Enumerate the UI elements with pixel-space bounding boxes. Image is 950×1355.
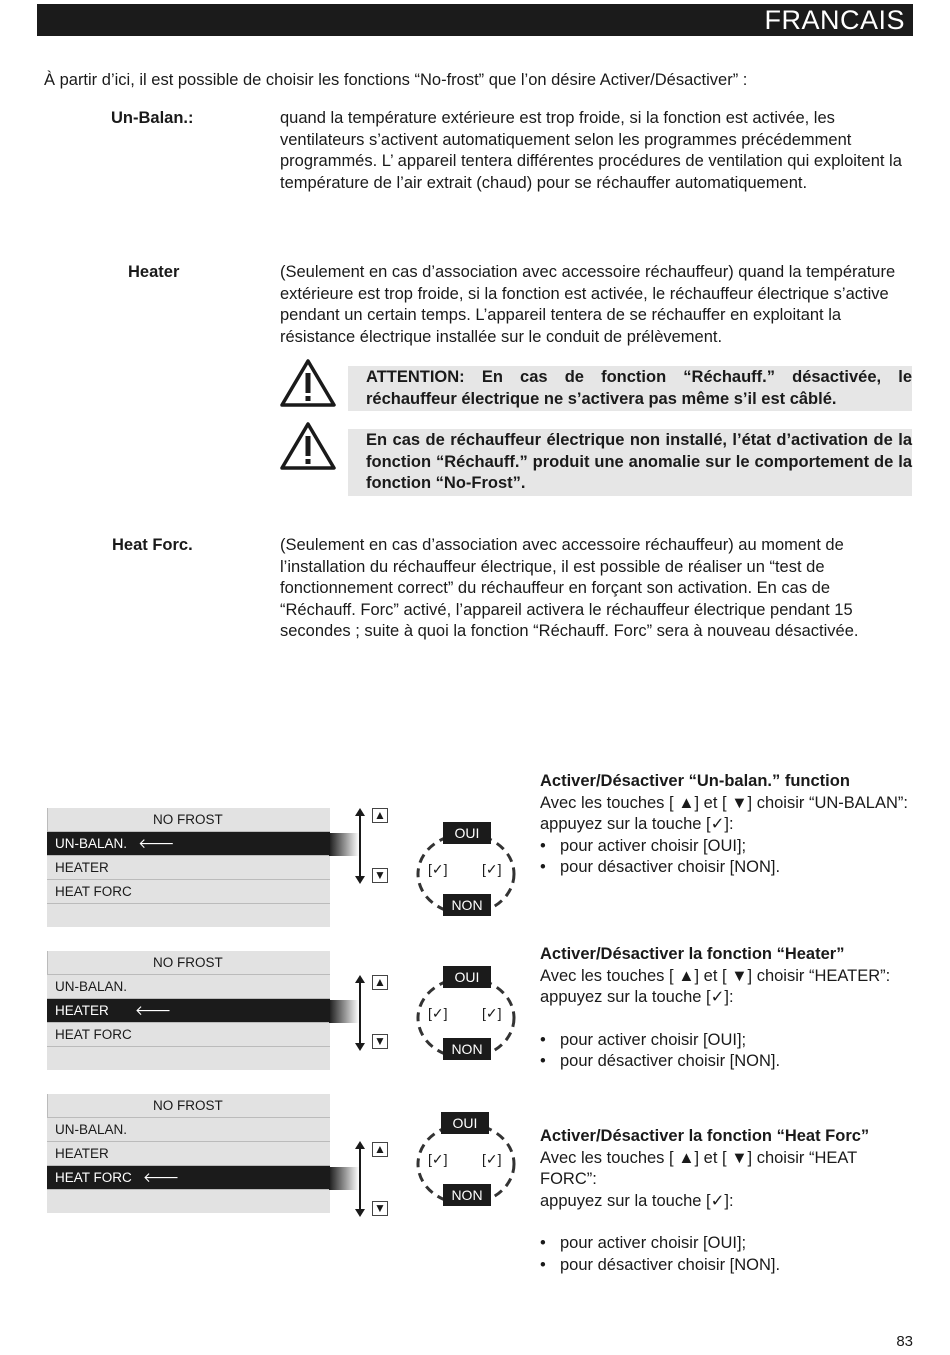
term-heatforc-text: (Seulement en cas d’association avec accessoire réchauffeur) au moment de l’installation du réchauffeur électrique, il est possible de réaliser un “test de fonctionnement correct” du réchauffeur en forçant son activation. En cas de “Réchauff. Forc” activé, l’appareil activera le réchauffeur électrique pendant 15 secondes ; suite à quoi la fonction “Réchauff. Forc” sera à nouveau désactivée. xyxy=(280,536,859,640)
up-key-icon[interactable]: ▲ xyxy=(374,975,386,989)
bullet-off: • pour désactiver choisir [NON]. xyxy=(540,1255,910,1277)
check-key-right[interactable]: [✓] xyxy=(482,1005,502,1021)
up-down-arrow-icon xyxy=(353,975,367,1051)
procedure-line: appuyez sur la touche [✓]: xyxy=(540,988,734,1006)
procedure-line: Avec les touches [ ▲] et [ ▼] choisir “HEAT FORC”: xyxy=(540,1148,857,1188)
yes-button[interactable]: OUI xyxy=(443,966,491,988)
up-down-arrow-icon xyxy=(353,1141,367,1217)
term-heater-label: Heater xyxy=(128,263,180,281)
check-key-right[interactable]: [✓] xyxy=(482,1151,502,1167)
procedure-heater xyxy=(540,944,910,1073)
lcd-row-heatforc[interactable]: HEAT FORC xyxy=(47,879,330,903)
cursor-arrow-icon: 🡐 xyxy=(138,836,175,851)
procedure-unbalan xyxy=(540,771,910,879)
lcd-row-heatforc[interactable]: HEAT FORC xyxy=(47,1022,330,1046)
procedure-heatforc xyxy=(540,1126,910,1276)
yes-button[interactable]: OUI xyxy=(443,822,491,844)
warning-box-1: ATTENTION: En cas de fonction “Réchauff.” désactivée, le réchauffeur électrique ne s’activera pas même s’il est câblé. xyxy=(348,366,912,411)
lcd-menu-2 xyxy=(47,951,330,1070)
intro-text: À partir d’ici, il est possible de choisir les fonctions “No-frost” que l’on désire Activer/Désactiver” : xyxy=(44,71,748,89)
term-unbalan-text: quand la température extérieure est trop froide, si la fonction est activée, les ventilateurs s’activent automatiquement selon les programmes précédemment programmés. L’ appareil tentera différentes procédures de ventilation qui exploitent la température de l’air extrait (chaud) pour se réchauffer automatiquement. xyxy=(280,109,902,192)
lcd-header: NO FROST xyxy=(47,951,330,974)
lcd-row-unbalan[interactable]: UN-BALAN. 🡐 xyxy=(47,831,330,855)
lcd-header: NO FROST xyxy=(47,1094,330,1117)
page-title: FRANCAIS xyxy=(764,5,905,35)
term-heatforc-label: Heat Forc. xyxy=(112,536,193,554)
check-key-left[interactable]: [✓] xyxy=(428,861,448,877)
down-key-icon[interactable]: ▼ xyxy=(374,1201,386,1215)
check-key-right[interactable]: [✓] xyxy=(482,861,502,877)
page-number: 83 xyxy=(896,1333,913,1350)
check-key-left[interactable]: [✓] xyxy=(428,1151,448,1167)
lcd-row-heater[interactable]: HEATER xyxy=(47,855,330,879)
no-button[interactable]: NON xyxy=(443,1038,491,1060)
lcd-row-heatforc[interactable]: HEAT FORC 🡐 xyxy=(47,1165,330,1189)
lcd-row-empty xyxy=(47,1189,330,1213)
down-key-icon[interactable]: ▼ xyxy=(374,1034,386,1048)
term-heater-text: (Seulement en cas d’association avec accessoire réchauffeur) quand la température extérieure est trop froide, si la fonction est activée, le réchauffeur électrique s’active pendant un certain temps. L’appareil tentera de se réchauffer en exploitant la résistance électrique installée sur le conduit de prélèvement. xyxy=(280,263,896,346)
lcd-row-empty xyxy=(47,1046,330,1070)
bullet-on: • pour activer choisir [OUI]; xyxy=(540,1030,910,1052)
bullet-off: • pour désactiver choisir [NON]. xyxy=(540,1051,910,1073)
no-button[interactable]: NON xyxy=(443,1184,491,1206)
procedure-title: Activer/Désactiver “Un-balan.” function xyxy=(540,772,850,790)
up-key-icon[interactable]: ▲ xyxy=(374,808,386,822)
bullet-on: • pour activer choisir [OUI]; xyxy=(540,836,910,858)
lcd-row-empty xyxy=(47,903,330,927)
lcd-row-heater[interactable]: HEATER 🡐 xyxy=(47,998,330,1022)
yes-button[interactable]: OUI xyxy=(441,1112,489,1134)
up-down-arrow-icon xyxy=(353,808,367,884)
warning-icon xyxy=(280,421,336,471)
down-key-icon[interactable]: ▼ xyxy=(374,868,386,882)
lcd-row-unbalan[interactable]: UN-BALAN. xyxy=(47,974,330,998)
bullet-on: • pour activer choisir [OUI]; xyxy=(540,1233,910,1255)
no-button[interactable]: NON xyxy=(443,894,491,916)
procedure-line: appuyez sur la touche [✓]: xyxy=(540,1191,734,1210)
procedure-line: Avec les touches [ ▲] et [ ▼] choisir “HEATER”: xyxy=(540,966,891,985)
lcd-menu-3 xyxy=(47,1094,330,1213)
warning-icon xyxy=(280,358,336,408)
procedure-title: Activer/Désactiver la fonction “Heater” xyxy=(540,945,845,963)
header-bar xyxy=(37,4,913,36)
lcd-row-unbalan[interactable]: UN-BALAN. xyxy=(47,1117,330,1141)
bullet-off: • pour désactiver choisir [NON]. xyxy=(540,857,910,879)
cursor-arrow-icon: 🡐 xyxy=(143,1170,180,1185)
check-key-left[interactable]: [✓] xyxy=(428,1005,448,1021)
cursor-arrow-icon: 🡐 xyxy=(135,1003,172,1018)
procedure-line: Avec les touches [ ▲] et [ ▼] choisir “UN-BALAN”: xyxy=(540,793,908,812)
lcd-menu-1 xyxy=(47,808,330,927)
procedure-line: appuyez sur la touche [✓]: xyxy=(540,815,734,833)
procedure-title: Activer/Désactiver la fonction “Heat Forc” xyxy=(540,1127,870,1145)
up-key-icon[interactable]: ▲ xyxy=(374,1142,386,1156)
lcd-header: NO FROST xyxy=(47,808,330,831)
lcd-row-heater[interactable]: HEATER xyxy=(47,1141,330,1165)
term-unbalan-label: Un-Balan.: xyxy=(111,109,194,127)
warning-box-2: En cas de réchauffeur électrique non installé, l’état d’activation de la fonction “Réchauff.” produit une anomalie sur le comportement de la fonction “No-Frost”. xyxy=(348,429,912,496)
